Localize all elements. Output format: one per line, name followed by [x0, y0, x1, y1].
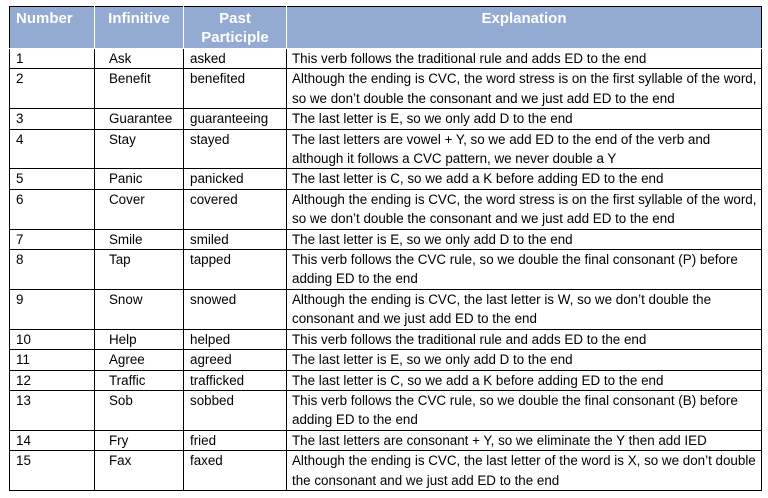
cell-past-participle: asked	[184, 49, 287, 69]
cell-infinitive: Guarantee	[95, 109, 184, 129]
table-row	[10, 350, 762, 370]
cell-number: 10	[10, 329, 95, 349]
table-row	[10, 69, 762, 109]
table-row	[10, 370, 762, 390]
cell-number: 11	[10, 350, 95, 370]
cell-number: 1	[10, 49, 95, 69]
cell-explanation: Although the ending is CVC, the last letter is W, so we don’t double the consonant and we just add ED to the end	[287, 289, 762, 329]
cell-number: 7	[10, 229, 95, 249]
cell-explanation: Although the ending is CVC, the word stress is on the first syllable of the word, so we don’t double the consonant and we just add ED to the end	[287, 189, 762, 229]
cell-infinitive: Snow	[95, 289, 184, 329]
cell-infinitive: Benefit	[95, 69, 184, 109]
table-row	[10, 129, 762, 169]
cell-past-participle: guaranteeing	[184, 109, 287, 129]
cell-past-participle: benefited	[184, 69, 287, 109]
table-row	[10, 329, 762, 349]
cell-infinitive: Fax	[95, 451, 184, 491]
table-row	[10, 430, 762, 450]
header-explanation: Explanation	[287, 7, 762, 49]
header-row	[10, 7, 762, 49]
cell-past-participle: fried	[184, 430, 287, 450]
cell-past-participle: stayed	[184, 129, 287, 169]
table-row	[10, 169, 762, 189]
cell-infinitive: Smile	[95, 229, 184, 249]
cell-number: 13	[10, 390, 95, 430]
cell-number: 12	[10, 370, 95, 390]
cell-infinitive: Traffic	[95, 370, 184, 390]
cell-past-participle: agreed	[184, 350, 287, 370]
table-row	[10, 451, 762, 491]
cell-number: 14	[10, 430, 95, 450]
cell-explanation: The last letter is E, so we only add D to the end	[287, 229, 762, 249]
cell-past-participle: snowed	[184, 289, 287, 329]
table-row	[10, 229, 762, 249]
cell-infinitive: Tap	[95, 250, 184, 290]
header-infinitive: Infinitive	[95, 7, 184, 49]
cell-number: 6	[10, 189, 95, 229]
cell-past-participle: trafficked	[184, 370, 287, 390]
cell-number: 9	[10, 289, 95, 329]
cell-number: 4	[10, 129, 95, 169]
cell-number: 8	[10, 250, 95, 290]
cell-infinitive: Help	[95, 329, 184, 349]
cell-past-participle: covered	[184, 189, 287, 229]
cell-number: 15	[10, 451, 95, 491]
cell-infinitive: Agree	[95, 350, 184, 370]
table-row	[10, 189, 762, 229]
table-row	[10, 109, 762, 129]
table-body	[10, 49, 762, 491]
cell-infinitive: Panic	[95, 169, 184, 189]
table-row	[10, 390, 762, 430]
cell-past-participle: faxed	[184, 451, 287, 491]
cell-explanation: The last letter is E, so we only add D to the end	[287, 350, 762, 370]
verb-table-container	[9, 6, 761, 491]
cell-explanation: The last letters are vowel + Y, so we add ED to the end of the verb and although it follows a CVC pattern, we never double a Y	[287, 129, 762, 169]
cell-infinitive: Ask	[95, 49, 184, 69]
cell-explanation: This verb follows the traditional rule and adds ED to the end	[287, 49, 762, 69]
cell-infinitive: Stay	[95, 129, 184, 169]
cell-number: 2	[10, 69, 95, 109]
table-row	[10, 250, 762, 290]
cell-past-participle: panicked	[184, 169, 287, 189]
cell-number: 3	[10, 109, 95, 129]
table-row	[10, 289, 762, 329]
cell-infinitive: Sob	[95, 390, 184, 430]
cell-number: 5	[10, 169, 95, 189]
table-row	[10, 49, 762, 69]
cell-infinitive: Cover	[95, 189, 184, 229]
table-header	[10, 7, 762, 49]
header-past-participle: Past Participle	[184, 7, 287, 49]
cell-explanation: The last letter is C, so we add a K before adding ED to the end	[287, 169, 762, 189]
cell-past-participle: tapped	[184, 250, 287, 290]
cell-explanation: Although the ending is CVC, the word stress is on the first syllable of the word, so we don’t double the consonant and we just add ED to the end	[287, 69, 762, 109]
cell-past-participle: helped	[184, 329, 287, 349]
cell-explanation: The last letter is C, so we add a K before adding ED to the end	[287, 370, 762, 390]
cell-explanation: The last letters are consonant + Y, so we eliminate the Y then add IED	[287, 430, 762, 450]
header-number: Number	[10, 7, 95, 49]
cell-infinitive: Fry	[95, 430, 184, 450]
verb-rules-table	[9, 6, 762, 491]
cell-past-participle: sobbed	[184, 390, 287, 430]
cell-explanation: This verb follows the traditional rule and adds ED to the end	[287, 329, 762, 349]
cell-explanation: This verb follows the CVC rule, so we double the final consonant (P) before adding ED to the end	[287, 250, 762, 290]
cell-past-participle: smiled	[184, 229, 287, 249]
cell-explanation: Although the ending is CVC, the last letter of the word is X, so we don’t double the consonant and we just add ED to the end	[287, 451, 762, 491]
cell-explanation: The last letter is E, so we only add D to the end	[287, 109, 762, 129]
cell-explanation: This verb follows the CVC rule, so we double the final consonant (B) before adding ED to the end	[287, 390, 762, 430]
